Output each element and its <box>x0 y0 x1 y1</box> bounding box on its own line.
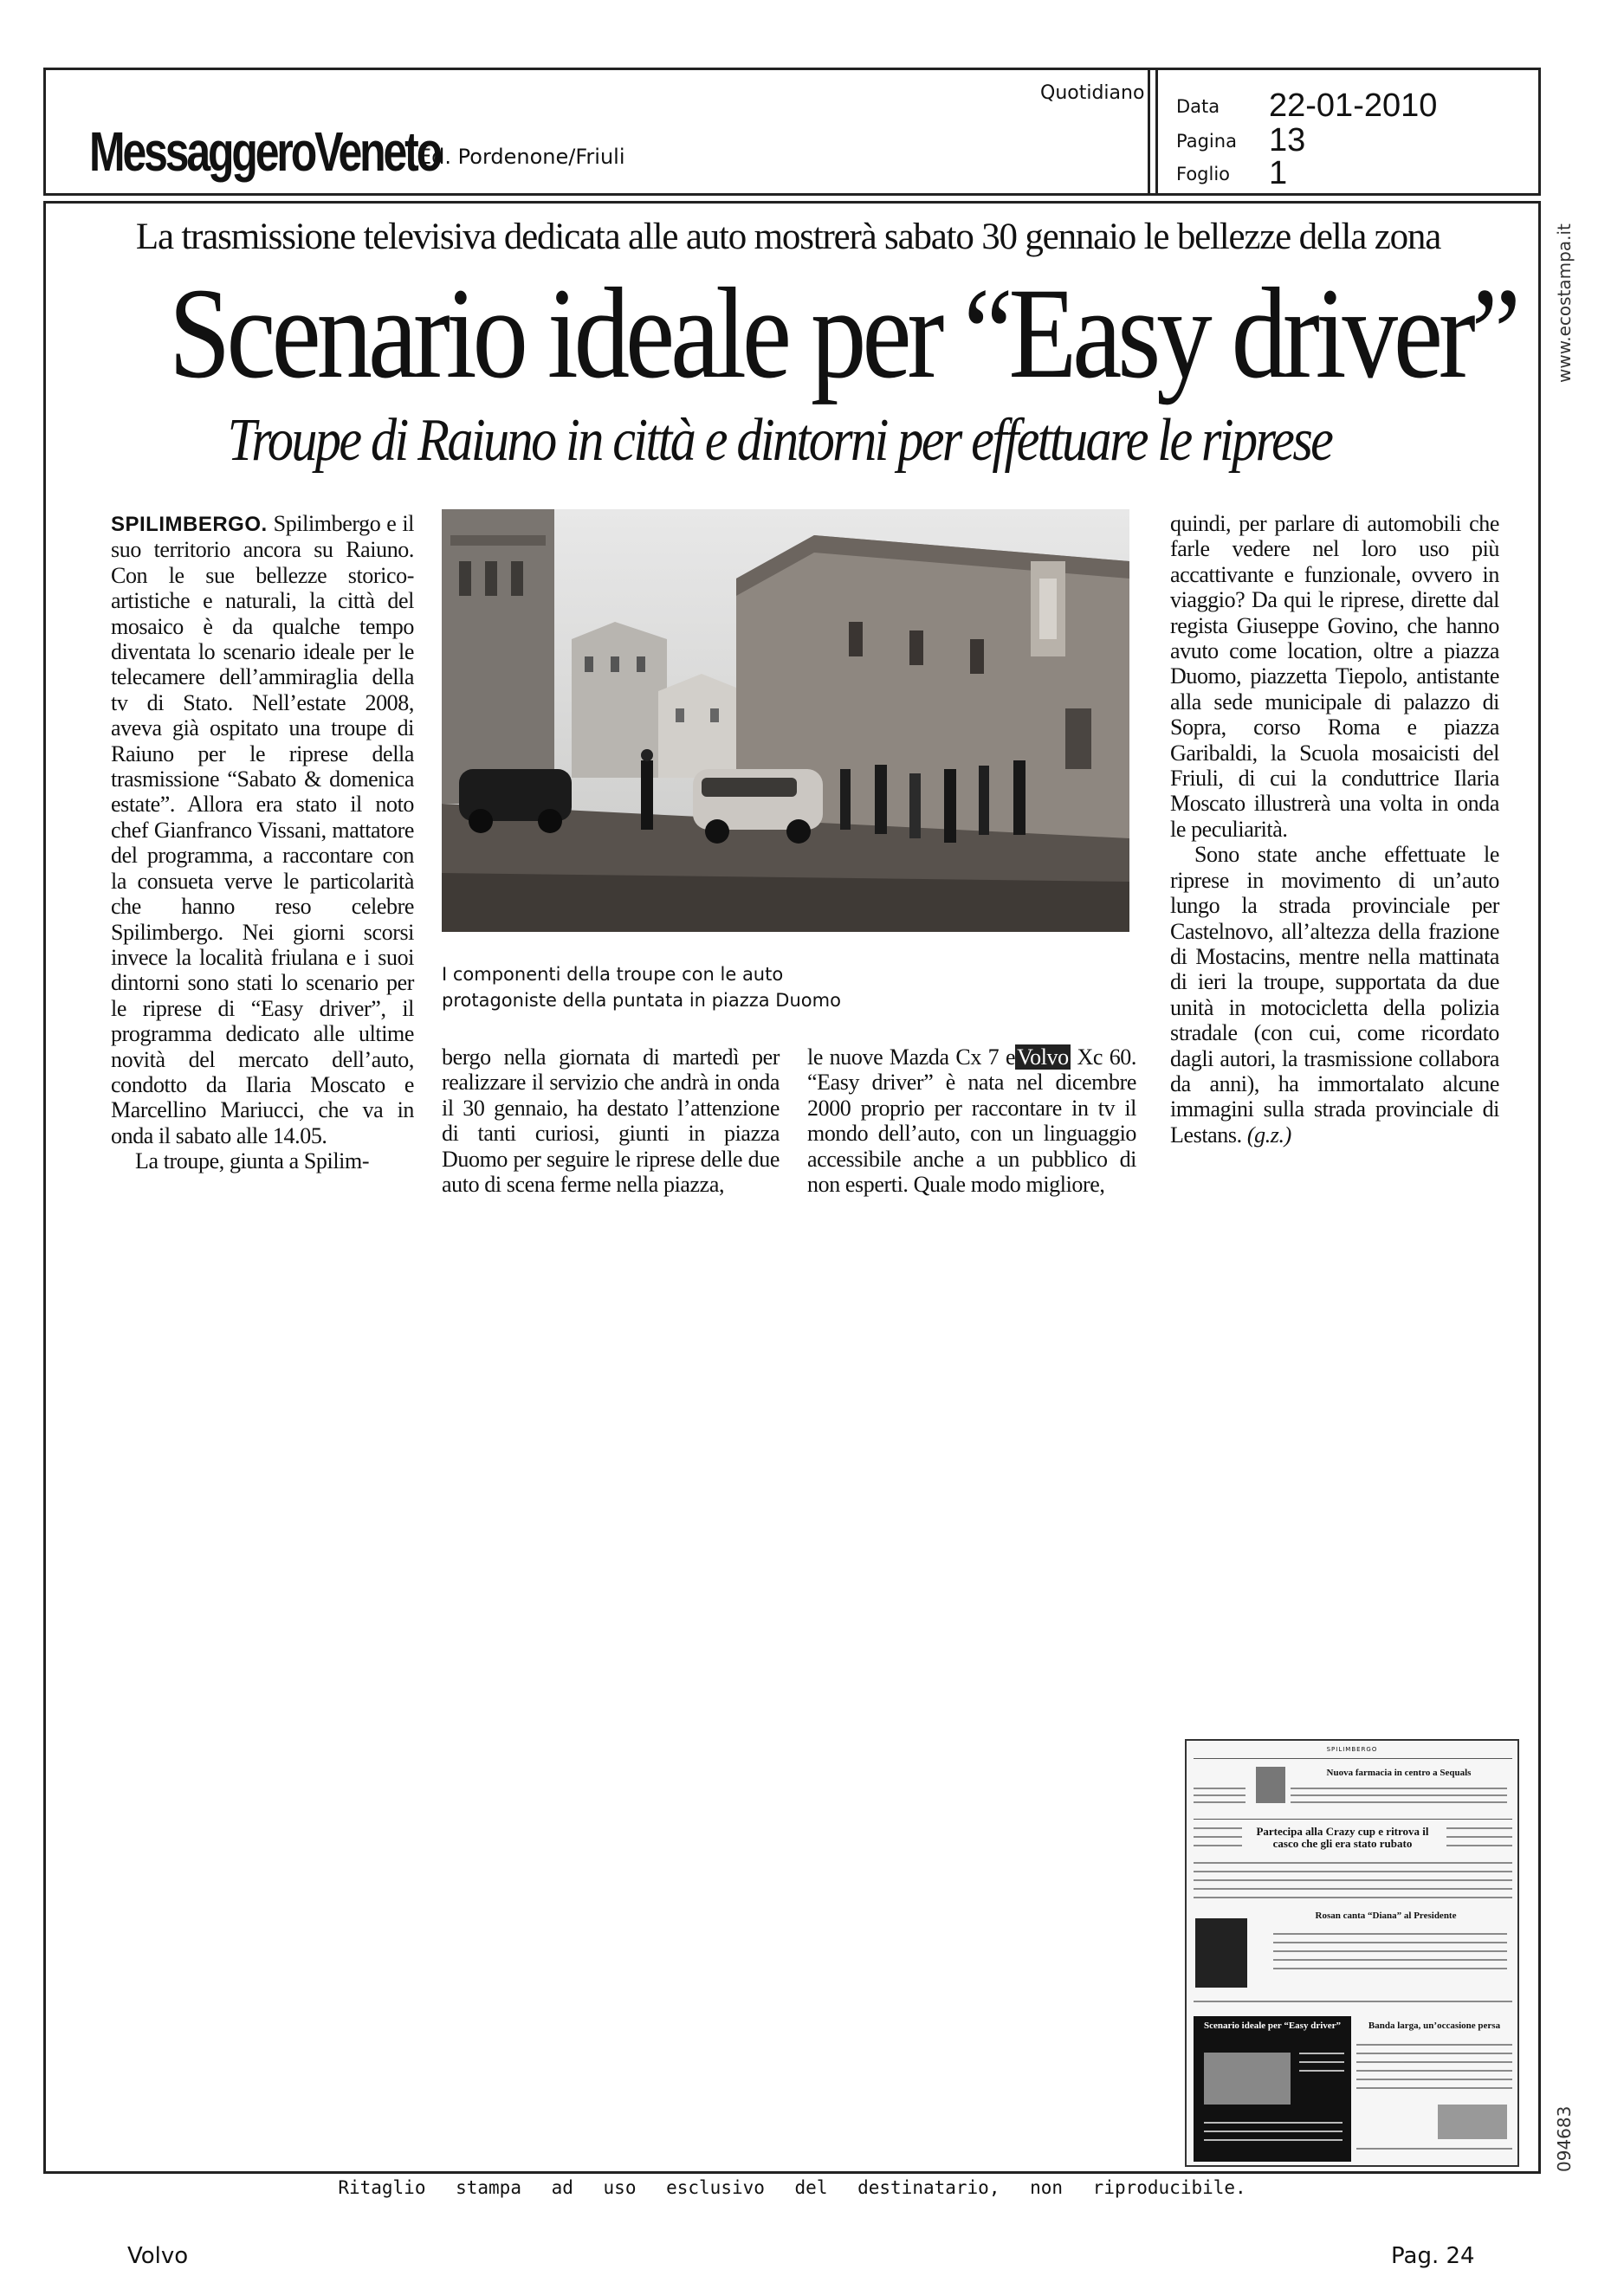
edition-label: Ed. Pordenone/Friuli <box>418 145 625 169</box>
author-signature: (g.z.) <box>1246 1122 1291 1148</box>
website-vertical: www.ecostampa.it <box>1554 223 1575 383</box>
article-column-1 <box>111 511 414 1174</box>
article-headline: Scenario ideale per “Easy driver” <box>168 262 1517 405</box>
masthead-logo: MessaggeroVeneto <box>89 120 441 183</box>
thumbnail-headline-4: Scenario ideale per “Easy driver” <box>1203 2021 1342 2031</box>
thumbnail-headline-1: Nuova farmacia in centro a Sequals <box>1326 1768 1472 1778</box>
article-subhead: Troupe di Raiuno in città e dintorni per effettuare le riprese <box>227 407 1332 474</box>
footer-page-number: Pag. 24 <box>1391 2243 1475 2269</box>
thumbnail-headline-3: Rosan canta “Diana” al Presidente <box>1315 1911 1457 1921</box>
clip-code-vertical: 094683 <box>1554 2105 1575 2172</box>
reproduction-disclaimer: Ritaglio stampa ad uso esclusivo del destinatario, non riproducibile. <box>338 2177 1246 2198</box>
thumbnail-headline-2: Partecipa alla Crazy cup e ritrova il casco che gli era stato rubato <box>1256 1825 1429 1850</box>
footer-keyword: Volvo <box>127 2243 189 2269</box>
article-column-2 <box>442 1044 780 1197</box>
column-1-text: Spilimbergo e il suo territorio ancora su Raiuno. Con le sue bellezze storico-artistiche e naturali, la città del mosaico è da qualche tempo diventata lo scenario ideale per le telecamere dell’ammiraglia della tv di Stato. Nell’estate 2008, aveva già ospitato una troupe di Raiuno per le riprese della trasmissione “Sabato & domenica estate”. Allora era stato il noto chef Gianfranco Vissani, mattatore del programma, a raccontare con la consueta verve le particolarità che hanno reso celebre Spilimbergo. Nei giorni scorsi invece la località friulana e i suoi dintorni sono stati lo scenario per le riprese di “Easy driver”, il programma dedicato alle ultime novità del mercato dell’auto, condotto da Ilaria Moscato e Marcellino Mariucci, che va in onda il sabato alle 14.05. <box>111 511 414 1148</box>
photo-caption: I componenti della troupe con le auto protagoniste della puntata in piazza Duomo <box>442 964 841 1011</box>
page-thumbnail <box>1185 1739 1519 2167</box>
meta-label-page: Pagina <box>1176 131 1237 152</box>
column-1-continued: La troupe, giunta a Spilim- <box>135 1148 370 1174</box>
column-3-text: le nuove Mazda Cx 7 e <box>807 1044 1016 1070</box>
piazza-photo-illustration <box>442 509 1129 932</box>
publication-type: Quotidiano <box>1040 82 1145 104</box>
column-4-text-continued: Sono state anche effettuate le riprese in movimento di un’auto lungo la strada provinciale per Castelnovo, all’altezza della frazione di Mostacins, mentre nella mattinata di ieri la troupe, supportata da due unità in motocicletta della polizia stradale (con cui, come ricordato dagli autori, la trasmissione collabora da anni), ha immortalato alcune immagini sulla strada provinciale di Lestans. <box>1170 842 1499 1148</box>
header-box <box>43 68 1541 196</box>
dateline: SPILIMBERGO. <box>111 513 268 536</box>
column-4-text: quindi, per parlare di automobili che farle vedere nel loro uso più accattivante e funzionale, ovvero in viaggio? Da qui le riprese, dirette dal regista Giuseppe Govino, che hanno avuto come location, oltre a piazza Duomo, piazzetta Tiepolo, antistante alla sede municipale di palazzo di Sopra, corso Roma e piazza Garibaldi, la Scuola mosaicisti del Friuli, di cui la conduttrice Ilaria Moscato illustrerà una volta in onda le peculiarità. <box>1170 511 1499 842</box>
column-3-text-continued: Xc 60. “Easy driver” è nata nel dicembre 2000 proprio per raccontare in tv il mondo dell’auto, con un linguaggio accessibile anche a un pubblico di non esperti. Quale modo migliore, <box>807 1044 1136 1198</box>
article-column-3 <box>807 1044 1136 1197</box>
highlighted-keyword: Volvo <box>1017 1044 1069 1070</box>
header-divider <box>1155 70 1158 195</box>
article-column-4 <box>1170 511 1499 1148</box>
article-kicker: La trasmissione televisiva dedicata alle auto mostrerà sabato 30 gennaio le bellezze della zona <box>135 217 1441 257</box>
meta-label-sheet: Foglio <box>1176 164 1231 184</box>
meta-value-page: 13 <box>1269 122 1306 158</box>
header-divider <box>1148 70 1150 195</box>
column-2-text: bergo nella giornata di martedì per realizzare il servizio che andrà in onda il 30 gennaio, ha destato l’attenzione di tanti curiosi, giunti in piazza Duomo per seguire le riprese delle due auto di scena ferme nella piazza, <box>442 1044 780 1198</box>
meta-label-date: Data <box>1176 96 1220 117</box>
article-photo <box>442 509 1129 932</box>
thumbnail-section-title: SPILIMBERGO <box>1326 1746 1378 1753</box>
meta-value-date: 22-01-2010 <box>1269 87 1438 124</box>
meta-value-sheet: 1 <box>1269 155 1288 191</box>
thumbnail-headline-5: Banda larga, un’occasione persa <box>1368 2021 1501 2031</box>
